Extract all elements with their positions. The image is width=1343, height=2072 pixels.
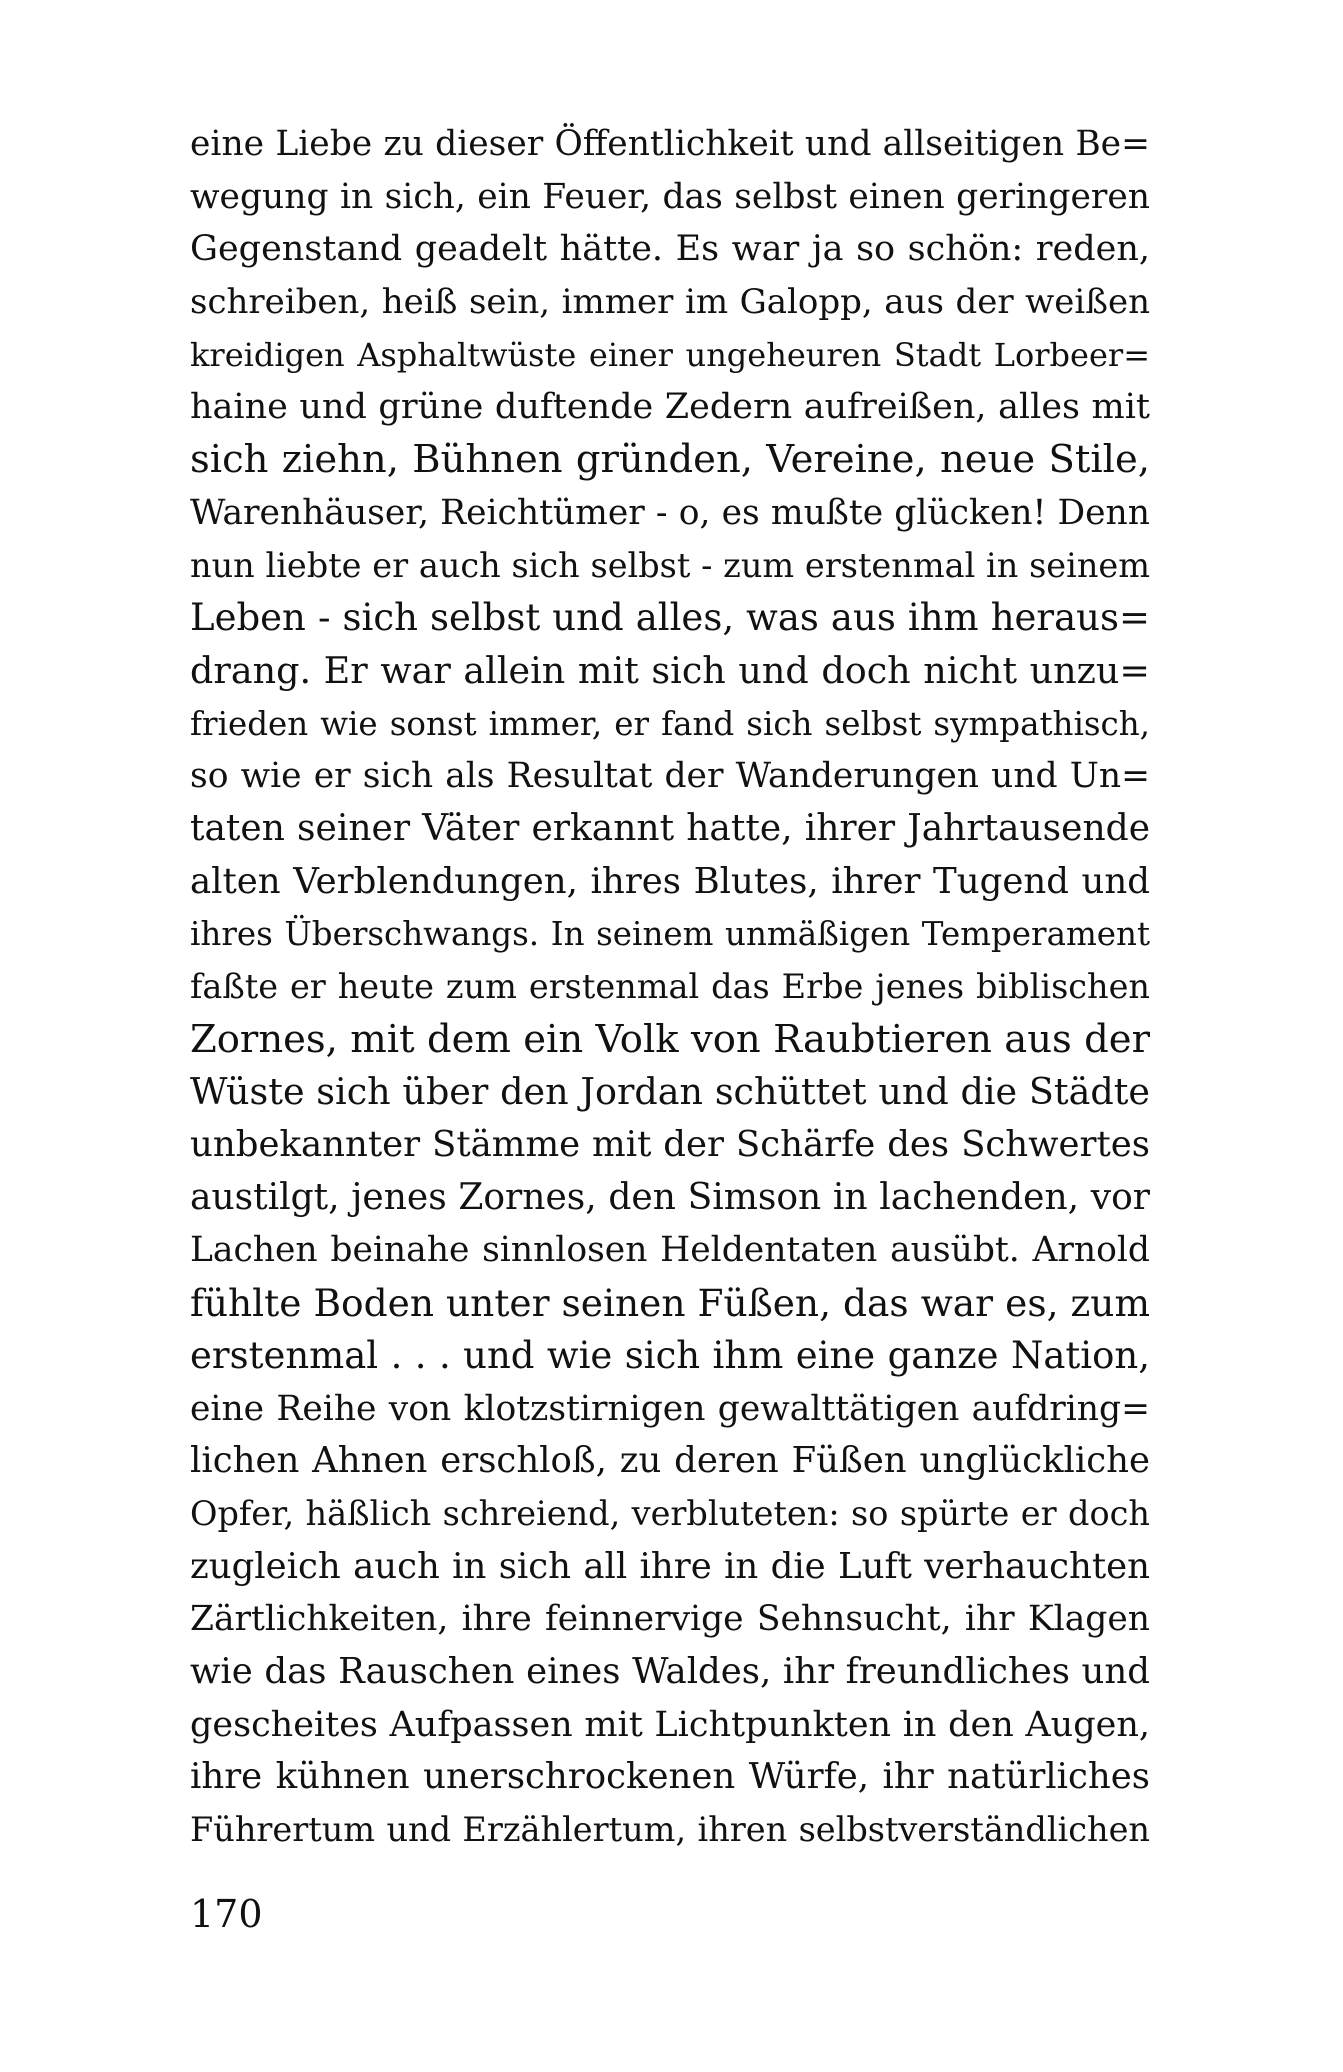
text-line: so wie er sich als Resultat der Wanderungen und Un= [190, 756, 1150, 797]
text-line: alten Verblendungen, ihres Blutes, ihrer Tugend und [190, 860, 1150, 902]
text-line: schreiben, heiß sein, immer im Galopp, aus der weißen [190, 282, 1150, 323]
text-line: drang. Er war allein mit sich und doch nicht unzu= [190, 648, 1150, 692]
text-line: Zornes, mit dem ein Volk von Raubtieren aus der [190, 1016, 1150, 1062]
text-line: unbekannter Stämme mit der Schärfe des Schwertes [190, 1124, 1150, 1166]
text-line: austilgt, jenes Zornes, den Simson in lachenden, vor [190, 1176, 1150, 1218]
page-number: 170 [190, 1892, 263, 1936]
text-line: wie das Rauschen eines Waldes, ihr freundliches und [190, 1650, 1150, 1692]
text-line: ihre kühnen unerschrockenen Würfe, ihr natürliches [190, 1756, 1150, 1798]
text-line: lichen Ahnen erschloß, zu deren Füßen unglückliche [190, 1440, 1150, 1482]
text-line: taten seiner Väter erkannt hatte, ihrer Jahrtausende [190, 807, 1150, 849]
text-line: eine Reihe von klotzstirnigen gewalttätigen aufdring= [190, 1388, 1150, 1429]
text-line: haine und grüne duftende Zedern aufreißen, alles mit [190, 387, 1150, 428]
text-line: nun liebte er auch sich selbst - zum erstenmal in seinem [190, 545, 1150, 585]
text-line: fühlte Boden unter seinen Füßen, das war es, zum [190, 1281, 1150, 1326]
text-line: gescheites Aufpassen mit Lichtpunkten in den Augen, [190, 1704, 1150, 1745]
text-line: faßte er heute zum erstenmal das Erbe jenes biblischen [190, 967, 1150, 1006]
text-line: Gegenstand geadelt hätte. Es war ja so schön: reden, [190, 229, 1150, 270]
text-line: Zärtlichkeiten, ihre feinnervige Sehnsucht, ihr Klagen [190, 1599, 1150, 1640]
text-line: ihres Überschwangs. In seinem unmäßigen Temperament [190, 915, 1150, 954]
text-line: kreidigen Asphaltwüste einer ungeheuren Stadt Lorbeer= [190, 335, 1150, 374]
text-line: Leben - sich selbst und alles, was aus ihm heraus= [190, 596, 1150, 640]
text-line: erstenmal . . . und wie sich ihm eine ganze Nation, [190, 1333, 1150, 1377]
text-line: Opfer, häßlich schreiend, verbluteten: so spürte er doch [190, 1493, 1150, 1533]
text-line: Wüste sich über den Jordan schüttet und die Städte [190, 1070, 1150, 1114]
text-line: wegung in sich, ein Feuer, das selbst einen geringeren [190, 176, 1150, 217]
text-line: eine Liebe zu dieser Öffentlichkeit und allseitigen Be= [190, 124, 1150, 164]
body-text [190, 118, 1150, 1857]
text-line: zugleich auch in sich all ihre in die Luft verhauchten [190, 1545, 1150, 1587]
text-line: Führertum und Erzählertum, ihren selbstverständlichen [190, 1810, 1150, 1849]
text-line: sich ziehn, Bühnen gründen, Vereine, neue Stile, [190, 437, 1150, 483]
text-line: frieden wie sonst immer, er fand sich selbst sympathisch, [190, 704, 1150, 743]
text-line: Warenhäuser, Reichtümer - o, es mußte glücken! Denn [190, 492, 1150, 533]
text-line: Lachen beinahe sinnlosen Heldentaten ausübt. Arnold [190, 1230, 1150, 1271]
